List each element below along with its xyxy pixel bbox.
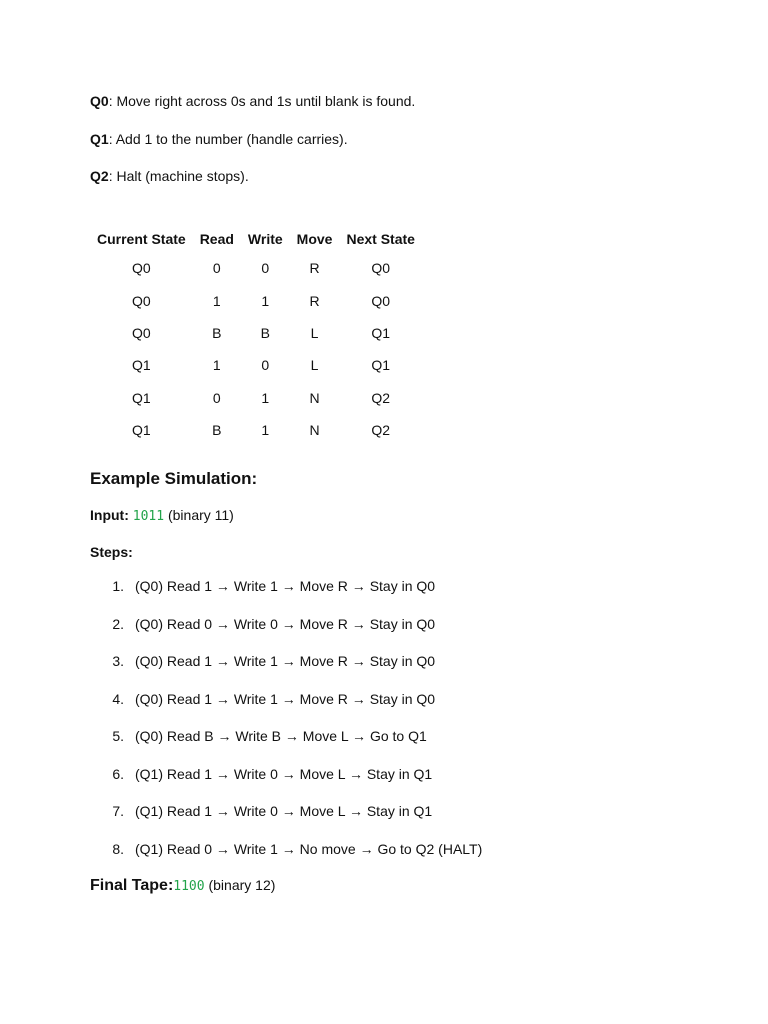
cell-move: L	[310, 324, 319, 341]
state-name: Q0	[90, 93, 109, 109]
state-description-q0	[90, 92, 415, 110]
table-header-row	[90, 226, 422, 252]
step-text: (Q0) Read 1 → Write 1 → Move R → Stay in Q0	[135, 653, 436, 669]
state-description-q1	[90, 130, 348, 148]
final-tape-line	[90, 877, 275, 895]
cell-read: 0	[212, 389, 221, 406]
cell-read: B	[212, 324, 222, 341]
cell-current-state: Q1	[132, 357, 151, 374]
step-text: (Q0) Read B → Write B → Move L → Go to Q1	[135, 728, 427, 744]
final-tape-label: Final Tape:	[90, 877, 174, 894]
step-text: (Q1) Read 1 → Write 0 → Move L → Stay in Q1	[135, 765, 433, 782]
cell-read: B	[212, 422, 222, 439]
state-name: Q1	[90, 131, 109, 147]
header-current-state: Current State	[97, 231, 186, 247]
cell-write: 1	[261, 292, 270, 309]
cell-current-state: Q1	[132, 422, 151, 439]
cell-next-state: Q0	[371, 260, 391, 277]
table-row	[90, 317, 422, 349]
cell-write: B	[260, 324, 270, 341]
cell-write: 1	[261, 422, 270, 439]
cell-current-state: Q0	[132, 260, 151, 277]
cell-write: 0	[261, 357, 270, 374]
cell-next-state: Q0	[371, 292, 391, 309]
step-number: 3.	[112, 653, 124, 669]
step-number: 5.	[112, 728, 124, 744]
cell-read: 0	[212, 260, 221, 277]
state-name: Q2	[90, 168, 109, 184]
example-heading: Example Simulation:	[90, 469, 258, 488]
table-row	[90, 414, 422, 446]
state-desc: : Add 1 to the number (handle carries).	[108, 131, 348, 147]
cell-read: 1	[212, 357, 221, 374]
final-tape-note: (binary 12)	[208, 877, 276, 893]
cell-write: 1	[261, 389, 270, 406]
step-text: (Q1) Read 1 → Write 0 → Move L → Stay in Q1	[135, 803, 433, 819]
input-label: Input:	[90, 507, 129, 523]
transition-table	[90, 226, 422, 446]
table-row	[90, 284, 422, 316]
header-move: Move	[296, 231, 333, 247]
cell-next-state: Q2	[371, 389, 391, 406]
cell-move: R	[309, 260, 320, 277]
cell-next-state: Q1	[371, 324, 391, 341]
cell-current-state: Q0	[132, 324, 151, 341]
step-text: (Q0) Read 0 → Write 0 → Move R → Stay in Q0	[135, 615, 436, 632]
cell-next-state: Q2	[371, 422, 391, 439]
header-read: Read	[199, 231, 234, 247]
final-tape-value: 1100	[173, 879, 205, 894]
step-text: (Q1) Read 0 → Write 1 → No move → Go to Q2 (HALT)	[135, 840, 483, 857]
table-row	[90, 252, 422, 284]
steps-label: Steps:	[90, 544, 133, 560]
state-description-q2	[90, 167, 249, 185]
cell-next-state: Q1	[371, 357, 391, 374]
step-text: (Q0) Read 1 → Write 1 → Move R → Stay in Q0	[135, 578, 436, 594]
state-desc: : Halt (machine stops).	[108, 168, 249, 184]
input-note: (binary 11)	[167, 507, 234, 523]
cell-write: 0	[261, 260, 270, 277]
header-next-state: Next State	[346, 231, 415, 247]
step-number: 8.	[112, 840, 124, 857]
table-row	[90, 349, 422, 381]
state-desc: : Move right across 0s and 1s until blank is found.	[108, 93, 416, 109]
step-text: (Q0) Read 1 → Write 1 → Move R → Stay in Q0	[135, 690, 436, 707]
input-value: 1011	[132, 509, 165, 524]
cell-move: R	[309, 292, 320, 309]
header-write: Write	[247, 231, 283, 247]
cell-move: N	[309, 389, 320, 406]
table-row	[90, 382, 422, 414]
step-number: 7.	[112, 803, 124, 819]
cell-current-state: Q0	[132, 292, 151, 309]
cell-current-state: Q1	[132, 389, 151, 406]
cell-move: L	[310, 357, 319, 374]
step-number: 4.	[112, 690, 124, 707]
cell-read: 1	[212, 292, 221, 309]
input-line	[90, 507, 234, 524]
step-number: 1.	[112, 578, 124, 594]
step-number: 6.	[112, 765, 124, 782]
cell-move: N	[309, 422, 320, 439]
step-number: 2.	[112, 615, 124, 632]
